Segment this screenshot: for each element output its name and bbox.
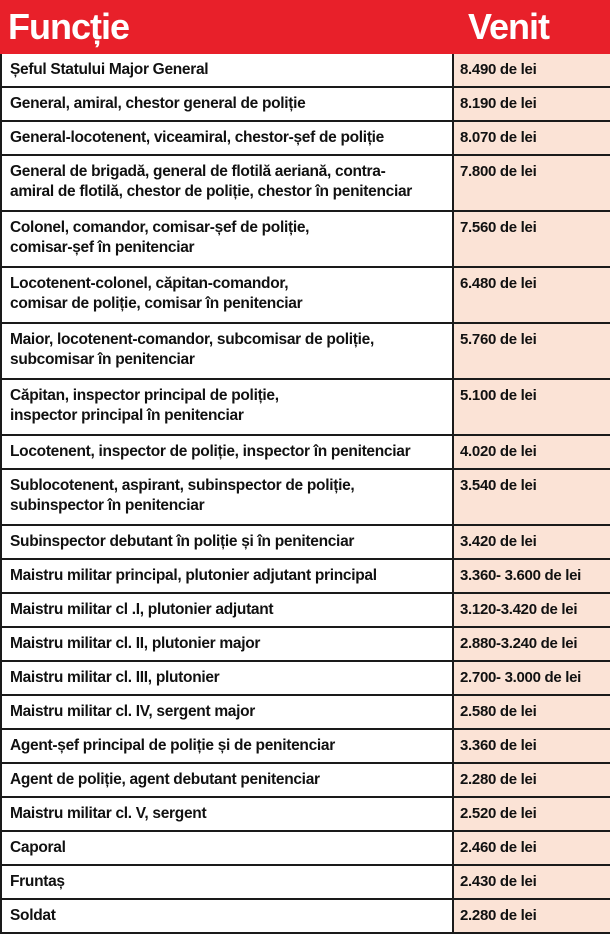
row-function-cell [1, 899, 453, 933]
table-row [1, 379, 610, 435]
table-row [1, 323, 610, 379]
table-row [1, 899, 610, 933]
income-value: 3.540 de lei [453, 469, 610, 525]
function-label: Maistru militar cl .I, plutonier adjutant [10, 601, 274, 618]
income-value: 3.360 de lei [453, 729, 610, 763]
table-row [1, 729, 610, 763]
table-row [1, 435, 610, 469]
table-row [1, 763, 610, 797]
function-label: Maistru militar cl. IV, sergent major [10, 703, 256, 720]
row-function-cell [1, 593, 453, 627]
table-row [1, 865, 610, 899]
income-value: 3.360- 3.600 de lei [453, 559, 610, 593]
row-function-cell [1, 525, 453, 559]
row-function-cell [1, 729, 453, 763]
income-value: 2.580 de lei [453, 695, 610, 729]
table-row [1, 525, 610, 559]
income-value: 8.490 de lei [453, 53, 610, 87]
income-value: 2.520 de lei [453, 797, 610, 831]
function-label: Șeful Statului Major General [10, 61, 209, 78]
function-label: Maistru militar cl. V, sergent [10, 805, 207, 822]
row-function-cell [1, 267, 453, 323]
function-label: Maistru militar cl. II, plutonier major [10, 635, 261, 652]
table-row [1, 695, 610, 729]
table-row [1, 661, 610, 695]
income-value: 2.460 de lei [453, 831, 610, 865]
income-value: 3.420 de lei [453, 525, 610, 559]
function-label: Soldat [10, 907, 56, 924]
table-row [1, 559, 610, 593]
income-value: 2.700- 3.000 de lei [453, 661, 610, 695]
function-label: Agent-șef principal de poliție și de penitenciar [10, 737, 335, 754]
function-label: Agent de poliție, agent debutant penitenciar [10, 771, 320, 788]
income-value: 4.020 de lei [453, 435, 610, 469]
header-function: Funcție [1, 1, 453, 53]
income-value: 8.190 de lei [453, 87, 610, 121]
income-value: 6.480 de lei [453, 267, 610, 323]
function-label: Locotenent, inspector de poliție, inspector în penitenciar [10, 443, 411, 460]
table-row [1, 267, 610, 323]
function-label: Subinspector debutant în poliție și în penitenciar [10, 533, 355, 550]
row-function-cell [1, 661, 453, 695]
function-label: Căpitan, inspector principal de poliție, inspector principal în penitenciar [10, 387, 279, 424]
row-function-cell [1, 763, 453, 797]
function-label: Fruntaș [10, 873, 65, 890]
header-income: Venit [453, 1, 610, 53]
table-row [1, 831, 610, 865]
row-function-cell [1, 865, 453, 899]
table-row [1, 87, 610, 121]
income-value: 5.760 de lei [453, 323, 610, 379]
row-function-cell [1, 435, 453, 469]
function-label: Sublocotenent, aspirant, subinspector de poliție, subinspector în penitenciar [10, 477, 355, 514]
income-value: 3.120-3.420 de lei [453, 593, 610, 627]
row-function-cell [1, 469, 453, 525]
table-row [1, 121, 610, 155]
row-function-cell [1, 797, 453, 831]
function-label: Colonel, comandor, comisar-șef de poliție, comisar-șef în penitenciar [10, 219, 310, 256]
row-function-cell [1, 155, 453, 211]
income-value: 5.100 de lei [453, 379, 610, 435]
income-value: 7.560 de lei [453, 211, 610, 267]
income-value: 2.880-3.240 de lei [453, 627, 610, 661]
row-function-cell [1, 323, 453, 379]
function-label: General, amiral, chestor general de poliție [10, 95, 306, 112]
table-header-row [1, 1, 610, 53]
table-row [1, 53, 610, 87]
table-row [1, 797, 610, 831]
income-value: 7.800 de lei [453, 155, 610, 211]
income-value: 2.430 de lei [453, 865, 610, 899]
function-label: Maistru militar cl. III, plutonier [10, 669, 220, 686]
function-label: General-locotenent, viceamiral, chestor-șef de poliție [10, 129, 385, 146]
income-value: 2.280 de lei [453, 763, 610, 797]
row-function-cell [1, 87, 453, 121]
income-value: 2.280 de lei [453, 899, 610, 933]
row-function-cell [1, 379, 453, 435]
row-function-cell [1, 53, 453, 87]
function-label: Caporal [10, 839, 66, 856]
row-function-cell [1, 627, 453, 661]
table-row [1, 593, 610, 627]
table-row [1, 627, 610, 661]
row-function-cell [1, 695, 453, 729]
function-label: Locotenent-colonel, căpitan-comandor, comisar de poliție, comisar în penitenciar [10, 275, 303, 312]
table-row [1, 155, 610, 211]
row-function-cell [1, 831, 453, 865]
row-function-cell [1, 121, 453, 155]
row-function-cell [1, 559, 453, 593]
function-label: General de brigadă, general de flotilă aeriană, contra- amiral de flotilă, chestor de poliție, chestor în penitenciar [10, 163, 413, 200]
table-row [1, 469, 610, 525]
function-label: Maistru militar principal, plutonier adjutant principal [10, 567, 377, 584]
income-value: 8.070 de lei [453, 121, 610, 155]
function-label: Maior, locotenent-comandor, subcomisar de poliție, subcomisar în penitenciar [10, 331, 374, 368]
row-function-cell [1, 211, 453, 267]
table-row [1, 211, 610, 267]
